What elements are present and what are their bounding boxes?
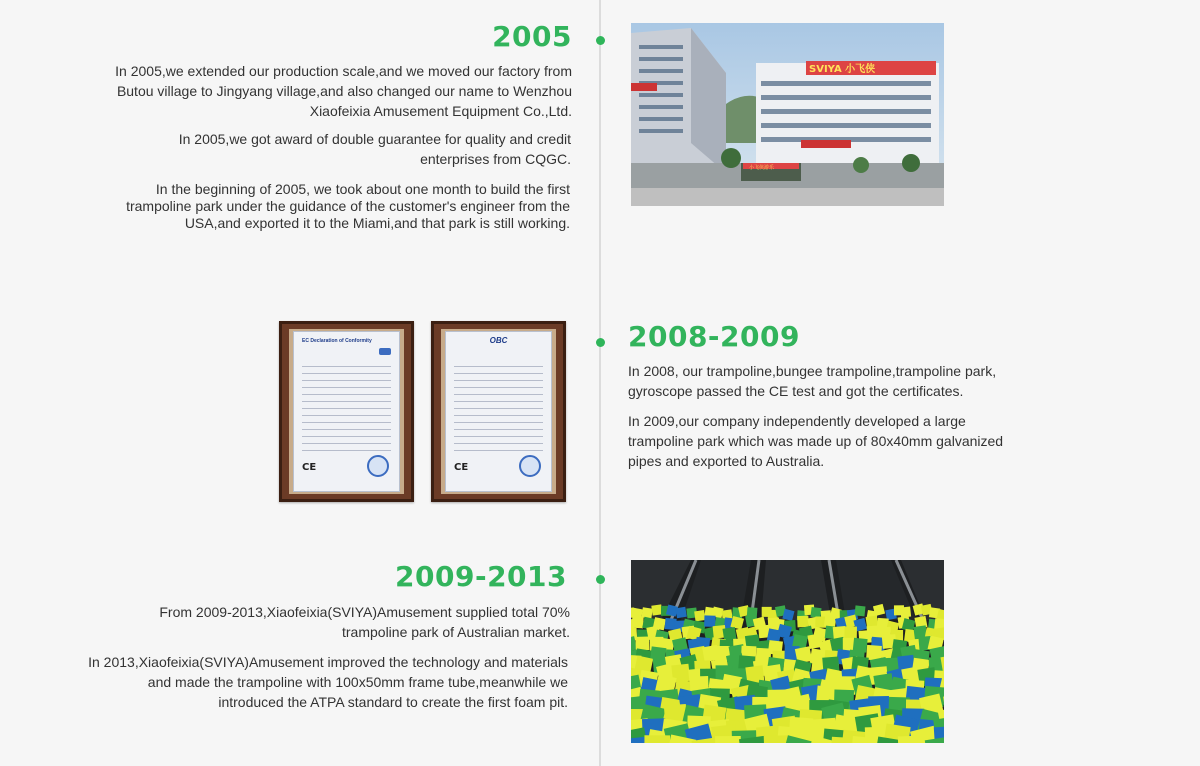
paragraph-2008-ce-test: In 2008, our trampoline,bungee trampoline,trampoline park, gyroscope passed the CE test and got the certificates.: [628, 363, 997, 399]
timeline-line: [599, 0, 601, 766]
timeline-dot-2009-2013: [596, 575, 605, 584]
foam-cube: [810, 607, 821, 618]
factory-gate-text: 小飞侠游乐: [749, 165, 775, 171]
year-heading-2009-2013: 2009-2013: [395, 560, 567, 593]
certificate-obc: [431, 321, 566, 502]
ce-mark-icon: CE: [302, 462, 317, 473]
foam-pit-photo: [631, 560, 944, 743]
certificate-ec-title: EC Declaration of Conformity: [302, 338, 372, 344]
year-heading-2005: 2005: [492, 20, 572, 53]
foam-cube: [641, 607, 652, 618]
certificate-obc-paper: [445, 331, 552, 492]
paragraph-2005-award: In 2005,we got award of double guarantee for quality and credit enterprises from CQGC.: [178, 131, 571, 167]
certificate-seal-icon: [519, 455, 541, 477]
certificate-ec-declaration: [279, 321, 414, 502]
certificate-obc-title: OBC: [489, 336, 508, 345]
ce-mark-icon: CE: [454, 462, 469, 473]
year-heading-2008-2009: 2008-2009: [628, 320, 800, 353]
timeline-dot-2008-2009: [596, 338, 605, 347]
foam-cube: [844, 626, 857, 639]
foam-cube: [675, 607, 686, 618]
foam-cube: [704, 615, 716, 627]
foam-cube: [635, 636, 649, 650]
paragraph-2009-large-park: In 2009,our company independently developed a large trampoline park which was made up of 80x40mm galvanized pipes and exported to Australia.: [628, 413, 1004, 469]
foam-cube: [644, 735, 670, 743]
foam-cube: [694, 610, 705, 621]
certificate-ec-logo: [379, 348, 391, 355]
foam-cube: [764, 735, 790, 743]
factory-sign-text: SVIYA 小飞侠: [809, 64, 876, 75]
foam-cube: [715, 736, 741, 743]
paragraph-foam-pit: In 2013,Xiaofeixia(SVIYA)Amusement improved the technology and materials and made the trampoline with 100x50mm frame tube,meanwhile we introduced the ATPA standard to create the first foam pit.: [88, 654, 568, 710]
certificate-ec-text-lines: [302, 360, 391, 451]
paragraph-2005-production: In 2005,we extended our production scale,and we moved our factory from Butou village to Jingyang village,and also changed our name to Wenzhou Xiaofeixia Amusement Equipment Co.,Ltd.: [115, 63, 572, 119]
certificate-ec-paper: [293, 331, 400, 492]
foam-cube: [632, 617, 644, 629]
foam-cube: [824, 615, 837, 628]
certificate-seal-icon: [367, 455, 389, 477]
timeline-dot-2005: [596, 36, 605, 45]
foam-cube: [797, 616, 809, 628]
foam-cube: [855, 605, 866, 616]
foam-cube: [867, 625, 880, 638]
factory-photo: [631, 23, 944, 206]
foam-cube: [900, 607, 911, 618]
foam-cube: [898, 735, 925, 743]
foam-cube: [651, 604, 662, 615]
foam-cube: [833, 626, 846, 639]
certificate-obc-text-lines: [454, 360, 543, 451]
paragraph-australian-market: From 2009-2013,Xiaofeixia(SVIYA)Amusement supplied total 70% trampoline park of Australian market.: [159, 604, 570, 640]
paragraph-2005-trampoline-park: In the beginning of 2005, we took about one month to build the first trampoline park under the guidance of the customer's engineer from the USA,and exported it to the Miami,and that park is still working.: [126, 181, 570, 231]
